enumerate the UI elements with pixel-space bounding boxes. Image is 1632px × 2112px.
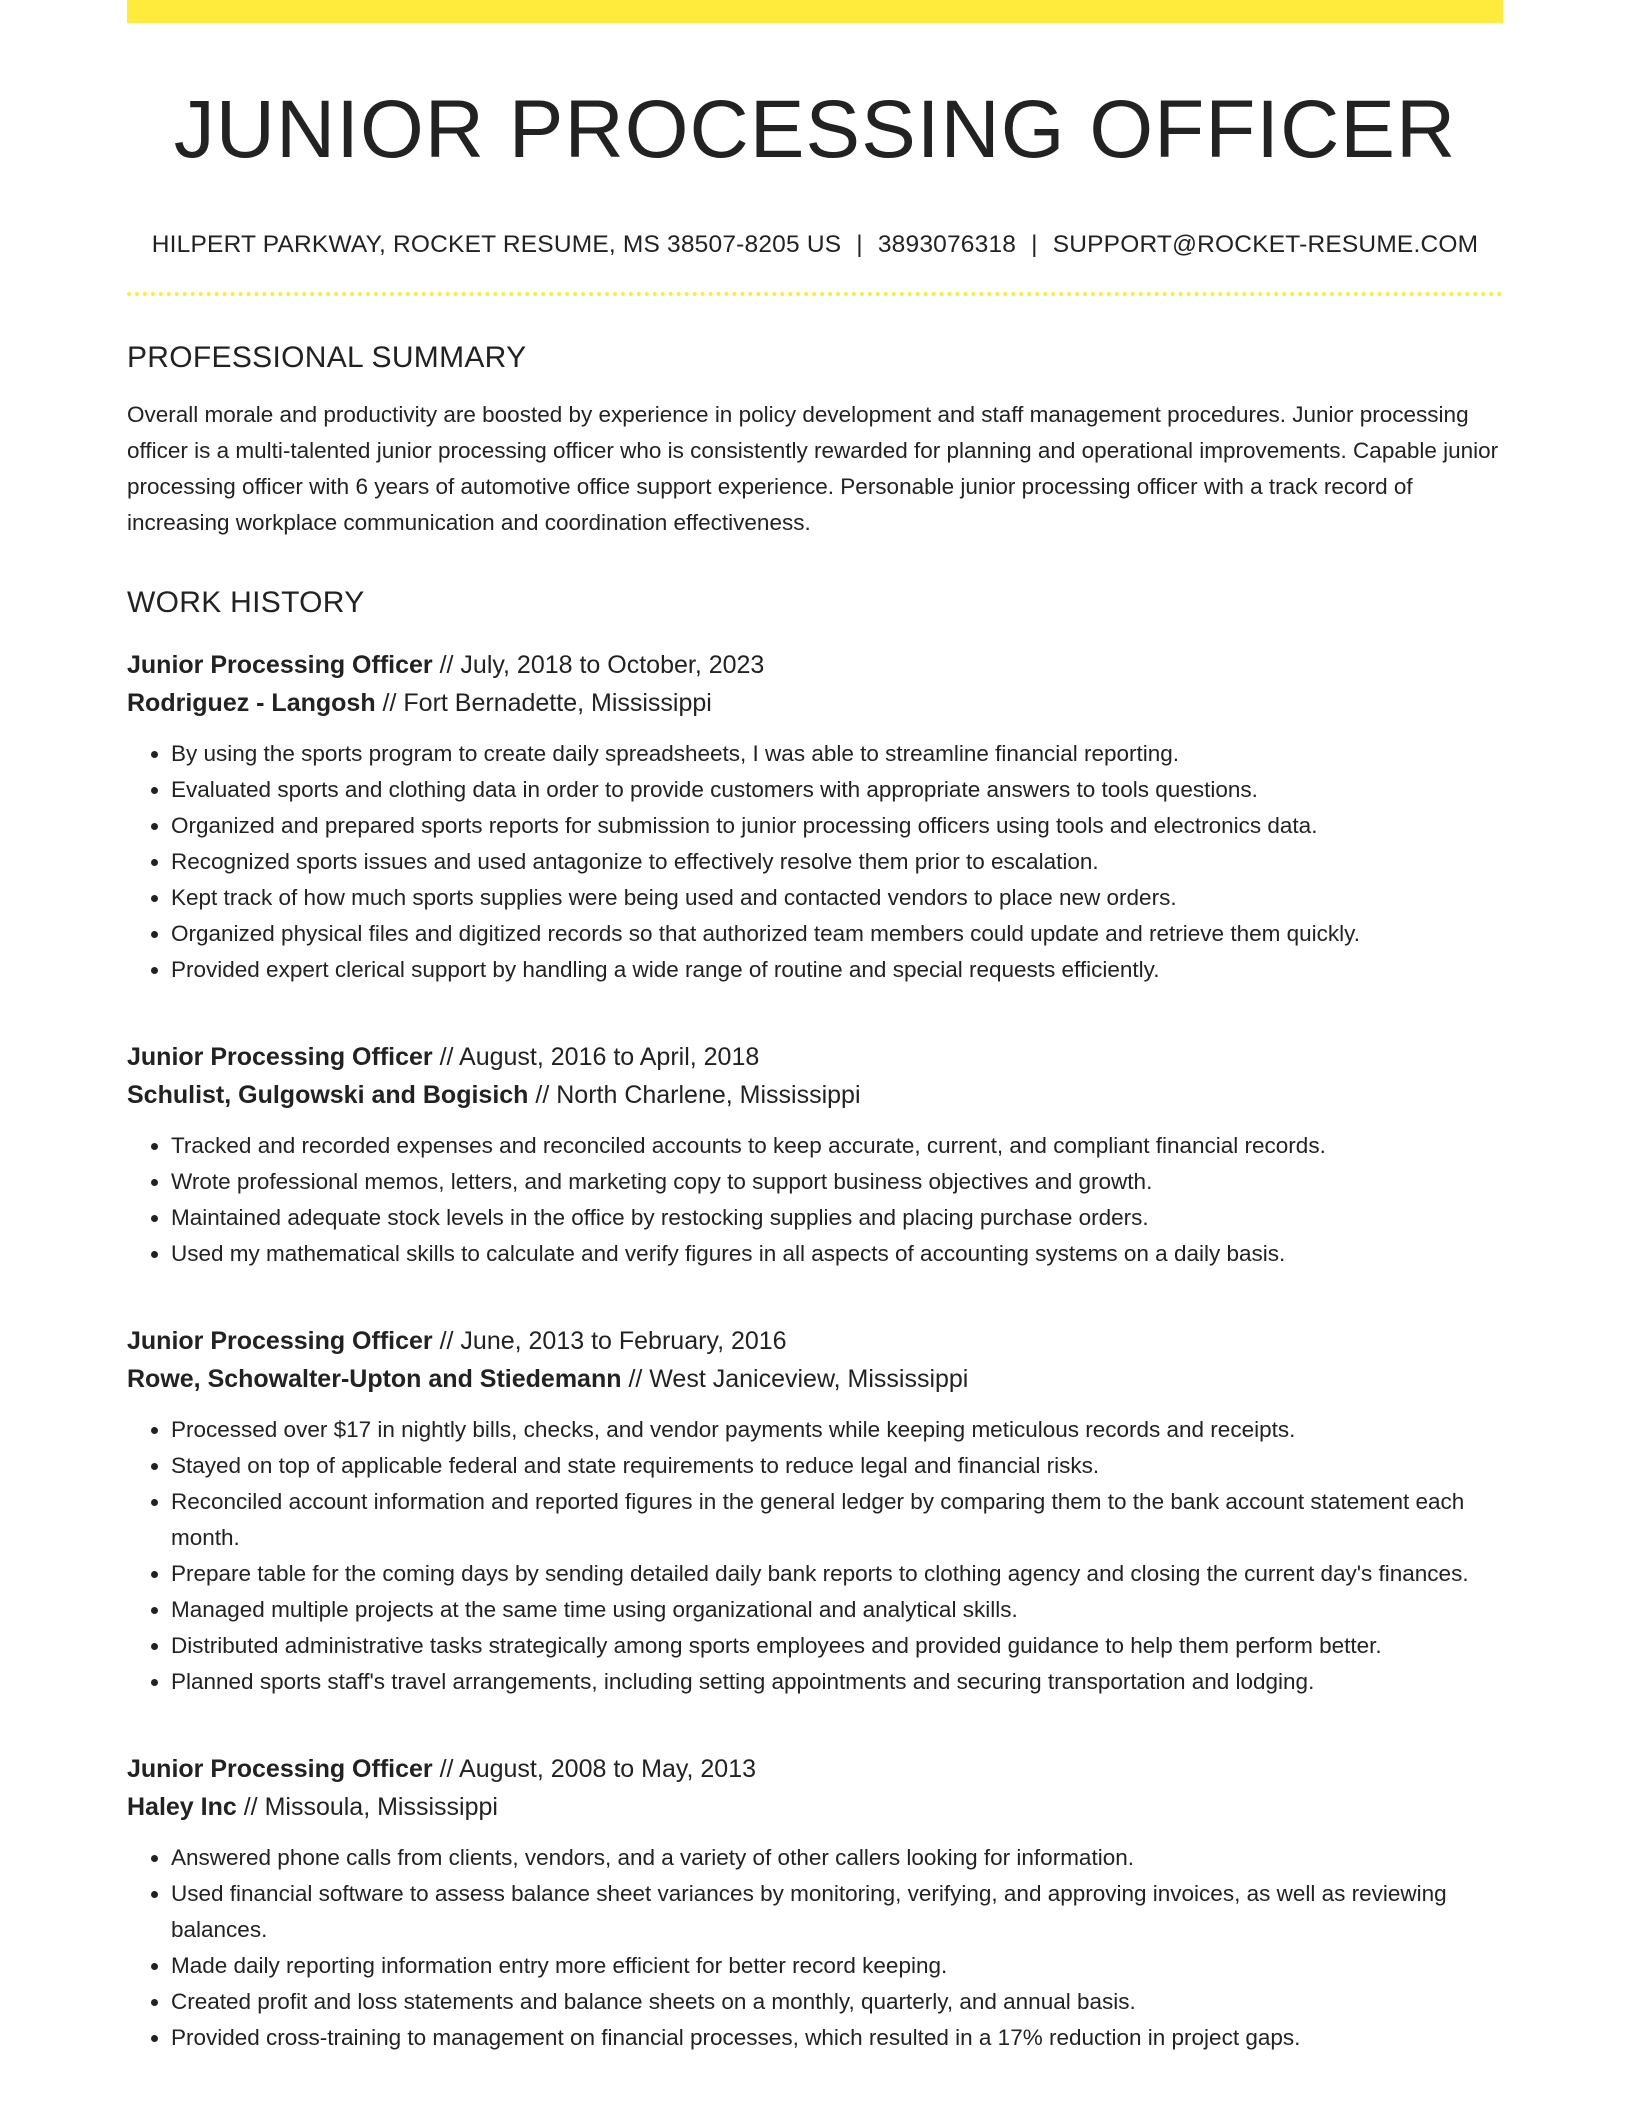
- job-location: // Fort Bernadette, Mississippi: [375, 689, 712, 718]
- job-title-line: [127, 1750, 1503, 1788]
- job-bullet: • Stayed on top of applicable federal and state requirements to reduce legal and financial risks.: [171, 1448, 1503, 1484]
- job-bullet: • Tracked and recorded expenses and reconciled accounts to keep accurate, current, and compliant financial records.: [171, 1128, 1503, 1164]
- job-dates: // August, 2008 to May, 2013: [432, 1755, 757, 1784]
- job-location: // West Janiceview, Mississippi: [621, 1365, 969, 1394]
- job-entry: [127, 646, 1503, 988]
- job-bullet: • Answered phone calls from clients, vendors, and a variety of other callers looking for information.: [171, 1840, 1503, 1876]
- job-bullet-list: [127, 1128, 1503, 1272]
- job-bullet: • Processed over $17 in nightly bills, checks, and vendor payments while keeping meticulous records and receipts.: [171, 1412, 1503, 1448]
- job-bullet: • Wrote professional memos, letters, and marketing copy to support business objectives and growth.: [171, 1164, 1503, 1200]
- job-bullet: • Maintained adequate stock levels in the office by restocking supplies and placing purchase orders.: [171, 1200, 1503, 1236]
- job-bullet-list: [127, 736, 1503, 988]
- job-bullet-list: [127, 1412, 1503, 1700]
- job-location: // Missoula, Mississippi: [236, 1793, 498, 1822]
- job-title-line: [127, 646, 1503, 684]
- resume-title: JUNIOR PROCESSING OFFICER: [173, 84, 1457, 175]
- job-dates: // July, 2018 to October, 2023: [432, 651, 765, 680]
- job-company: Haley Inc: [127, 1793, 237, 1822]
- job-bullet: • Organized physical files and digitized records so that authorized team members could update and retrieve them quickly.: [171, 916, 1503, 952]
- job-bullet: • Kept track of how much sports supplies were being used and contacted vendors to place new orders.: [171, 880, 1503, 916]
- job-title-line: [127, 1038, 1503, 1076]
- work-history-list: [127, 646, 1503, 2056]
- top-accent-bar: [127, 0, 1503, 23]
- job-dates: // June, 2013 to February, 2016: [432, 1327, 787, 1356]
- job-location: // North Charlene, Mississippi: [528, 1081, 861, 1110]
- job-bullet: • Provided cross-training to management on financial processes, which resulted in a 17% reduction in project gaps.: [171, 2020, 1503, 2056]
- job-company: Schulist, Gulgowski and Bogisich: [127, 1081, 529, 1110]
- job-company: Rodriguez - Langosh: [127, 689, 376, 718]
- contact-email: SUPPORT@ROCKET-RESUME.COM: [1052, 231, 1479, 259]
- job-bullet: • Prepare table for the coming days by sending detailed daily bank reports to clothing agency and closing the current day's finances.: [171, 1556, 1503, 1592]
- job-bullet: • Used my mathematical skills to calculate and verify figures in all aspects of accounting systems on a daily basis.: [171, 1236, 1503, 1272]
- contact-line: [127, 231, 1503, 259]
- job-entry: [127, 1750, 1503, 2056]
- job-company: Rowe, Schowalter-Upton and Stiedemann: [127, 1365, 622, 1394]
- job-bullet: • Distributed administrative tasks strategically among sports employees and provided guidance to help them perform better.: [171, 1628, 1503, 1664]
- job-title-line: [127, 1322, 1503, 1360]
- job-company-line: [127, 1360, 1503, 1398]
- contact-phone: 3893076318: [877, 231, 1017, 259]
- job-title: Junior Processing Officer: [127, 1043, 433, 1072]
- summary-heading: PROFESSIONAL SUMMARY: [127, 341, 527, 375]
- job-company-line: [127, 1076, 1503, 1114]
- job-bullet: • Organized and prepared sports reports for submission to junior processing officers using tools and electronics data.: [171, 808, 1503, 844]
- job-bullet-list: [127, 1840, 1503, 2056]
- job-entry: [127, 1322, 1503, 1700]
- job-dates: // August, 2016 to April, 2018: [432, 1043, 760, 1072]
- job-title: Junior Processing Officer: [127, 651, 433, 680]
- resume-page: [127, 0, 1503, 2056]
- dotted-divider: [127, 292, 1503, 296]
- job-bullet: • Evaluated sports and clothing data in order to provide customers with appropriate answers to tools questions.: [171, 772, 1503, 808]
- job-entry: [127, 1038, 1503, 1272]
- contact-separator: |: [1031, 231, 1038, 259]
- job-company-line: [127, 684, 1503, 722]
- job-bullet: • Recognized sports issues and used antagonize to effectively resolve them prior to escalation.: [171, 844, 1503, 880]
- work-history-heading: WORK HISTORY: [127, 586, 365, 620]
- summary-text: Overall morale and productivity are boosted by experience in policy development and staff management procedures. Junior processing officer is a multi-talented junior processing officer who is consistently rewarded for planning and operational improvements. Capable junior processing officer with 6 years of automotive office support experience. Personable junior processing officer with a track record of increasing workplace communication and coordination effectiveness.: [127, 402, 1499, 536]
- contact-separator: |: [856, 231, 863, 259]
- contact-address: HILPERT PARKWAY, ROCKET RESUME, MS 38507-8205 US: [151, 231, 842, 259]
- job-bullet: • Created profit and loss statements and balance sheets on a monthly, quarterly, and annual basis.: [171, 1984, 1503, 2020]
- job-bullet: • Provided expert clerical support by handling a wide range of routine and special requests efficiently.: [171, 952, 1503, 988]
- job-bullet: • Made daily reporting information entry more efficient for better record keeping.: [171, 1948, 1503, 1984]
- job-bullet: • By using the sports program to create daily spreadsheets, I was able to streamline financial reporting.: [171, 736, 1503, 772]
- job-title: Junior Processing Officer: [127, 1327, 433, 1356]
- job-bullet: • Reconciled account information and reported figures in the general ledger by comparing them to the bank account statement each month.: [171, 1484, 1503, 1556]
- job-bullet: • Used financial software to assess balance sheet variances by monitoring, verifying, and approving invoices, as well as reviewing balances.: [171, 1876, 1503, 1948]
- job-bullet: • Planned sports staff's travel arrangements, including setting appointments and securing transportation and lodging.: [171, 1664, 1503, 1700]
- job-company-line: [127, 1788, 1503, 1826]
- job-bullet: • Managed multiple projects at the same time using organizational and analytical skills.: [171, 1592, 1503, 1628]
- job-title: Junior Processing Officer: [127, 1755, 433, 1784]
